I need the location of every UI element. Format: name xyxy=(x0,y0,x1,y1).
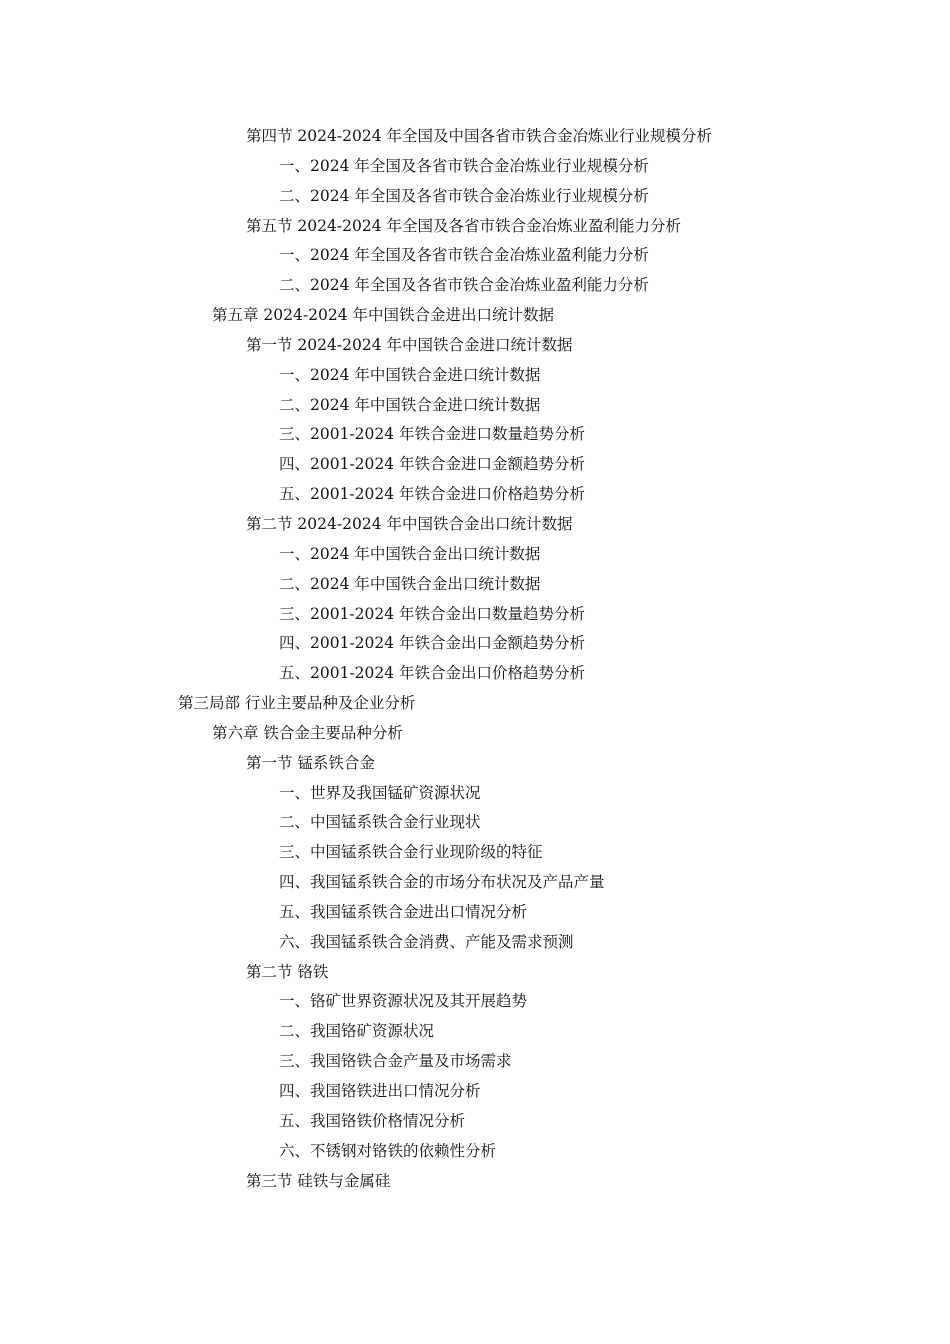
toc-section-entry: 第四节 2024-2024 年全国及中国各省市铁合金冶炼业行业规模分析 xyxy=(246,127,712,145)
toc-subsection-entry: 二、我国铬矿资源状况 xyxy=(279,1022,435,1041)
toc-subsection-entry: 四、2001-2024 年铁合金进口金额趋势分析 xyxy=(279,455,586,474)
toc-section-entry: 第五节 2024-2024 年全国及各省市铁合金冶炼业盈利能力分析 xyxy=(246,216,681,235)
toc-subsection-entry: 六、我国锰系铁合金消费、产能及需求预测 xyxy=(279,932,574,951)
toc-subsection-entry: 三、中国锰系铁合金行业现阶级的特征 xyxy=(279,843,543,862)
toc-section-entry: 第一节 锰系铁合金 xyxy=(246,753,375,772)
toc-section-entry: 第三节 硅铁与金属硅 xyxy=(246,1171,391,1190)
toc-subsection-entry: 二、2024 年全国及各省市铁合金冶炼业盈利能力分析 xyxy=(279,276,649,295)
toc-subsection-entry: 三、2001-2024 年铁合金出口数量趋势分析 xyxy=(279,604,586,623)
toc-subsection-entry: 二、2024 年中国铁合金出口统计数据 xyxy=(279,574,541,593)
toc-subsection-entry: 一、2024 年中国铁合金出口统计数据 xyxy=(279,544,541,563)
toc-subsection-entry: 四、2001-2024 年铁合金出口金额趋势分析 xyxy=(279,634,586,653)
toc-subsection-entry: 三、我国铬铁合金产量及市场需求 xyxy=(279,1052,512,1071)
toc-section-entry: 第二节 2024-2024 年中国铁合金出口统计数据 xyxy=(246,514,573,533)
toc-subsection-entry: 五、2001-2024 年铁合金出口价格趋势分析 xyxy=(279,664,586,683)
toc-subsection-entry: 四、我国锰系铁合金的市场分布状况及产品产量 xyxy=(279,873,605,892)
toc-subsection-entry: 五、我国铬铁价格情况分析 xyxy=(279,1111,466,1130)
toc-section-entry: 第一节 2024-2024 年中国铁合金进口统计数据 xyxy=(246,335,573,354)
toc-section-entry: 第二节 铬铁 xyxy=(246,962,329,981)
toc-subsection-entry: 五、2001-2024 年铁合金进口价格趋势分析 xyxy=(279,485,586,504)
toc-chapter-entry: 第六章 铁合金主要品种分析 xyxy=(212,723,403,742)
table-of-contents xyxy=(0,122,950,1196)
toc-subsection-entry: 三、2001-2024 年铁合金进口数量趋势分析 xyxy=(279,425,586,444)
toc-subsection-entry: 一、铬矿世界资源状况及其开展趋势 xyxy=(279,992,528,1011)
toc-chapter-entry: 第五章 2024-2024 年中国铁合金进出口统计数据 xyxy=(212,306,554,325)
toc-subsection-entry: 一、2024 年全国及各省市铁合金冶炼业行业规模分析 xyxy=(279,156,649,175)
toc-subsection-entry: 二、中国锰系铁合金行业现状 xyxy=(279,813,481,832)
toc-subsection-entry: 一、2024 年中国铁合金进口统计数据 xyxy=(279,365,541,384)
toc-subsection-entry: 五、我国锰系铁合金进出口情况分析 xyxy=(279,902,528,921)
toc-part-entry: 第三局部 行业主要品种及企业分析 xyxy=(178,694,416,713)
toc-subsection-entry: 一、世界及我国锰矿资源状况 xyxy=(279,783,481,802)
toc-subsection-entry: 一、2024 年全国及各省市铁合金冶炼业盈利能力分析 xyxy=(279,246,649,265)
toc-subsection-entry: 二、2024 年中国铁合金进口统计数据 xyxy=(279,395,541,414)
toc-subsection-entry: 六、不锈钢对铬铁的依赖性分析 xyxy=(279,1141,497,1160)
toc-subsection-entry: 二、2024 年全国及各省市铁合金冶炼业行业规模分析 xyxy=(279,186,649,205)
toc-subsection-entry: 四、我国铬铁进出口情况分析 xyxy=(279,1082,481,1100)
